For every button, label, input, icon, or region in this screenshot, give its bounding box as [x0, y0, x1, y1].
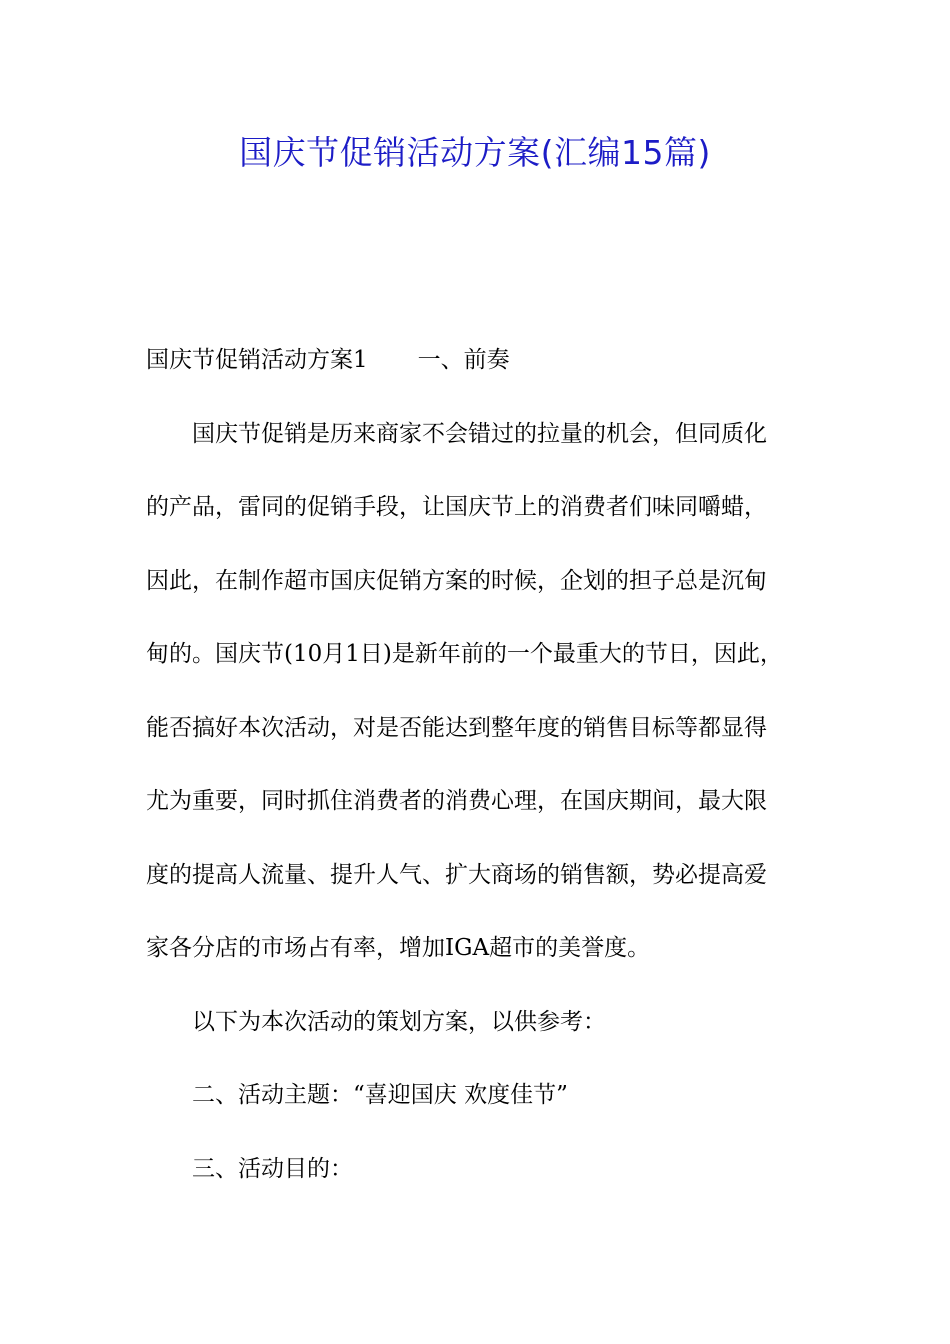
document-title: 国庆节促销活动方案(汇编15篇) [239, 133, 711, 172]
paragraph-line: 国庆节促销是历来商家不会错过的拉量的机会，但同质化 [192, 420, 767, 447]
section-heading: 国庆节促销活动方案1 [146, 347, 368, 373]
document-body [146, 335, 836, 1217]
paragraph-line: 的产品，雷同的促销手段，让国庆节上的消费者们味同嚼蜡， [146, 494, 767, 520]
intro-line: 以下为本次活动的策划方案，以供参考： [192, 1008, 606, 1035]
part-one-heading: 一、前奏 [417, 347, 510, 373]
paragraph-line: 能否搞好本次活动，对是否能达到整年度的销售目标等都显得 [146, 714, 767, 741]
paragraph-line: 甸的。国庆节(10月1日)是新年前的一个最重大的节日，因此， [146, 641, 783, 667]
part-two-heading: 二、活动主题：“喜迎国庆 欢度佳节” [192, 1082, 568, 1108]
paragraph-line: 因此，在制作超市国庆促销方案的时候，企划的担子总是沉甸 [146, 567, 767, 594]
part-three-heading: 三、活动目的： [192, 1155, 353, 1182]
section-heading-line [146, 335, 836, 409]
paragraph-line: 尤为重要，同时抓住消费者的消费心理，在国庆期间，最大限 [146, 788, 767, 814]
paragraph-line: 度的提高人流量、提升人气、扩大商场的销售额，势必提高爱 [146, 861, 767, 888]
paragraph-line: 家各分店的市场占有率，增加IGA超市的美誉度。 [146, 935, 651, 961]
